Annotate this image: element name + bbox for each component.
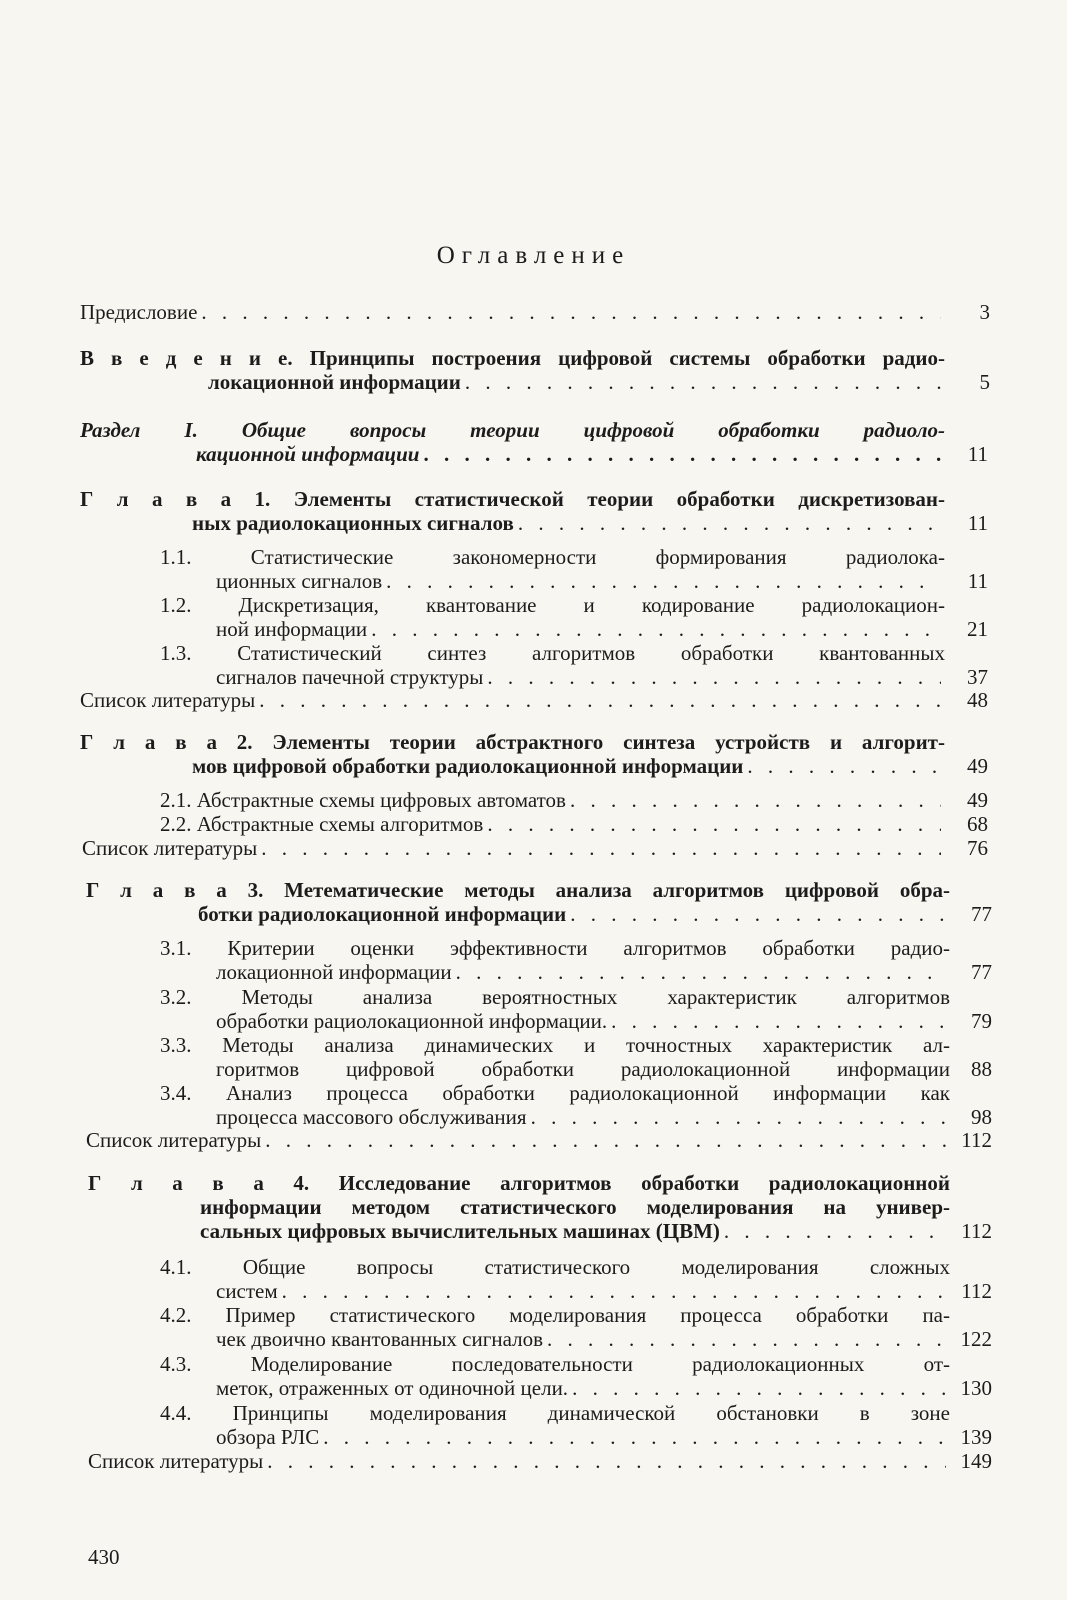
toc-entry-3-4: 3.4. Анализ процесса обработки радиолокационной информации как процесса массового обслуживания . . . [160,1081,950,1129]
toc-page-number: 76 [967,836,988,860]
toc-entry-section-1: Раздел I. Общие вопросы теории цифровой обработки радиоло- кационной информации . . . [80,418,945,466]
toc-page-number: 5 [979,370,990,394]
toc-page-number: 37 [967,665,988,689]
toc-page-number: 112 [961,1128,992,1152]
toc-page-number: 112 [961,1219,992,1243]
toc-page-number: 88 [971,1057,992,1081]
toc-entry-chapter-4: Г л а в а 4. Исследование алгоритмов обработки радиолокационной информации методом статистического моделирования на универ- сальных цифровых вычислительных машинах (ЦВМ) . . . [88,1171,950,1243]
toc-entry-references: Список литературы . . . [86,1128,950,1152]
toc-page-number: 79 [971,1009,992,1033]
toc-entry-1-1: 1.1. Статистические закономерности формирования радиолока- ционных сигналов . . . [160,545,945,593]
toc-entry-chapter-1: Г л а в а 1. Элементы статистической теории обработки дискретизован- ных радиолокационных сигналов . . . [80,487,945,535]
toc-page-number: 77 [971,902,992,926]
toc-entry-references: Список литературы . . . [82,836,945,860]
page-number: 430 [88,1545,120,1569]
toc-page-number: 112 [961,1279,992,1303]
toc-page-number: 149 [960,1449,992,1473]
toc-page-number: 130 [960,1376,992,1400]
toc-entry-4-4: 4.4. Принципы моделирования динамической обстановки в зоне обзора РЛС . . . [160,1401,950,1449]
toc-entry-4-1: 4.1. Общие вопросы статистического моделирования сложных систем . . . [160,1255,950,1303]
toc-entry-2-1: 2.1. Абстрактные схемы цифровых автоматов . . . [160,788,945,812]
toc-page-number: 98 [971,1105,992,1129]
toc-title: Оглавление [436,242,631,269]
toc-entry-chapter-2: Г л а в а 2. Элементы теории абстрактного синтеза устройств и алгорит- мов цифровой обработки радиолокационной информации . . . [80,730,945,778]
toc-entry-2-2: 2.2. Абстрактные схемы алгоритмов . . . [160,812,945,836]
toc-page-number: 3 [979,300,990,324]
toc-page-number: 139 [960,1425,992,1449]
toc-entry-references: Список литературы . . . [80,688,945,712]
toc-entry-introduction: В в е д е н и е. Принципы построения цифровой системы обработки радио- локационной информации . . . [80,346,945,394]
toc-entry-3-1: 3.1. Критерии оценки эффективности алгоритмов обработки радио- локационной информации . . . [160,936,950,984]
toc-page-number: 49 [967,754,988,778]
toc-page-number: 49 [967,788,988,812]
toc-entry-4-3: 4.3. Моделирование последовательности радиолокационных от- меток, отраженных от одиночной цели. . . . [160,1352,950,1400]
toc-entry-4-2: 4.2. Пример статистического моделирования процесса обработки па- чек двоично квантованных сигналов . . . [160,1303,950,1351]
toc-page-number: 21 [967,617,988,641]
toc-entry-3-3: 3.3. Методы анализа динамических и точностных характеристик ал- горитмов цифровой обработки радиолокационной информации [160,1033,950,1081]
toc-entry-3-2: 3.2. Методы анализа вероятностных характеристик алгоритмов обработки рациолокационной информации. . . . [160,985,950,1033]
toc-page-number: 48 [967,688,988,712]
toc-entry-1-3: 1.3. Статистический синтез алгоритмов обработки квантованных сигналов пачечной структуры . . . [160,641,945,689]
toc-page-number: 77 [971,960,992,984]
toc-page-number: 11 [967,442,988,466]
toc-entry-1-2: 1.2. Дискретизация, квантование и кодирование радиолокацион- ной информации . . . [160,593,945,641]
toc-page-number: 11 [967,511,988,535]
toc-page-number: 68 [967,812,988,836]
toc-entry-chapter-3: Г л а в а 3. Метематические методы анализа алгоритмов цифровой обра- ботки радиолокационной информации . . . [86,878,950,926]
toc-page-number: 11 [967,569,988,593]
toc-entry-references: Список литературы . . . [88,1449,950,1473]
toc-page-number: 122 [960,1327,992,1351]
toc-entry-preface: Предисловие . . . [80,300,945,324]
